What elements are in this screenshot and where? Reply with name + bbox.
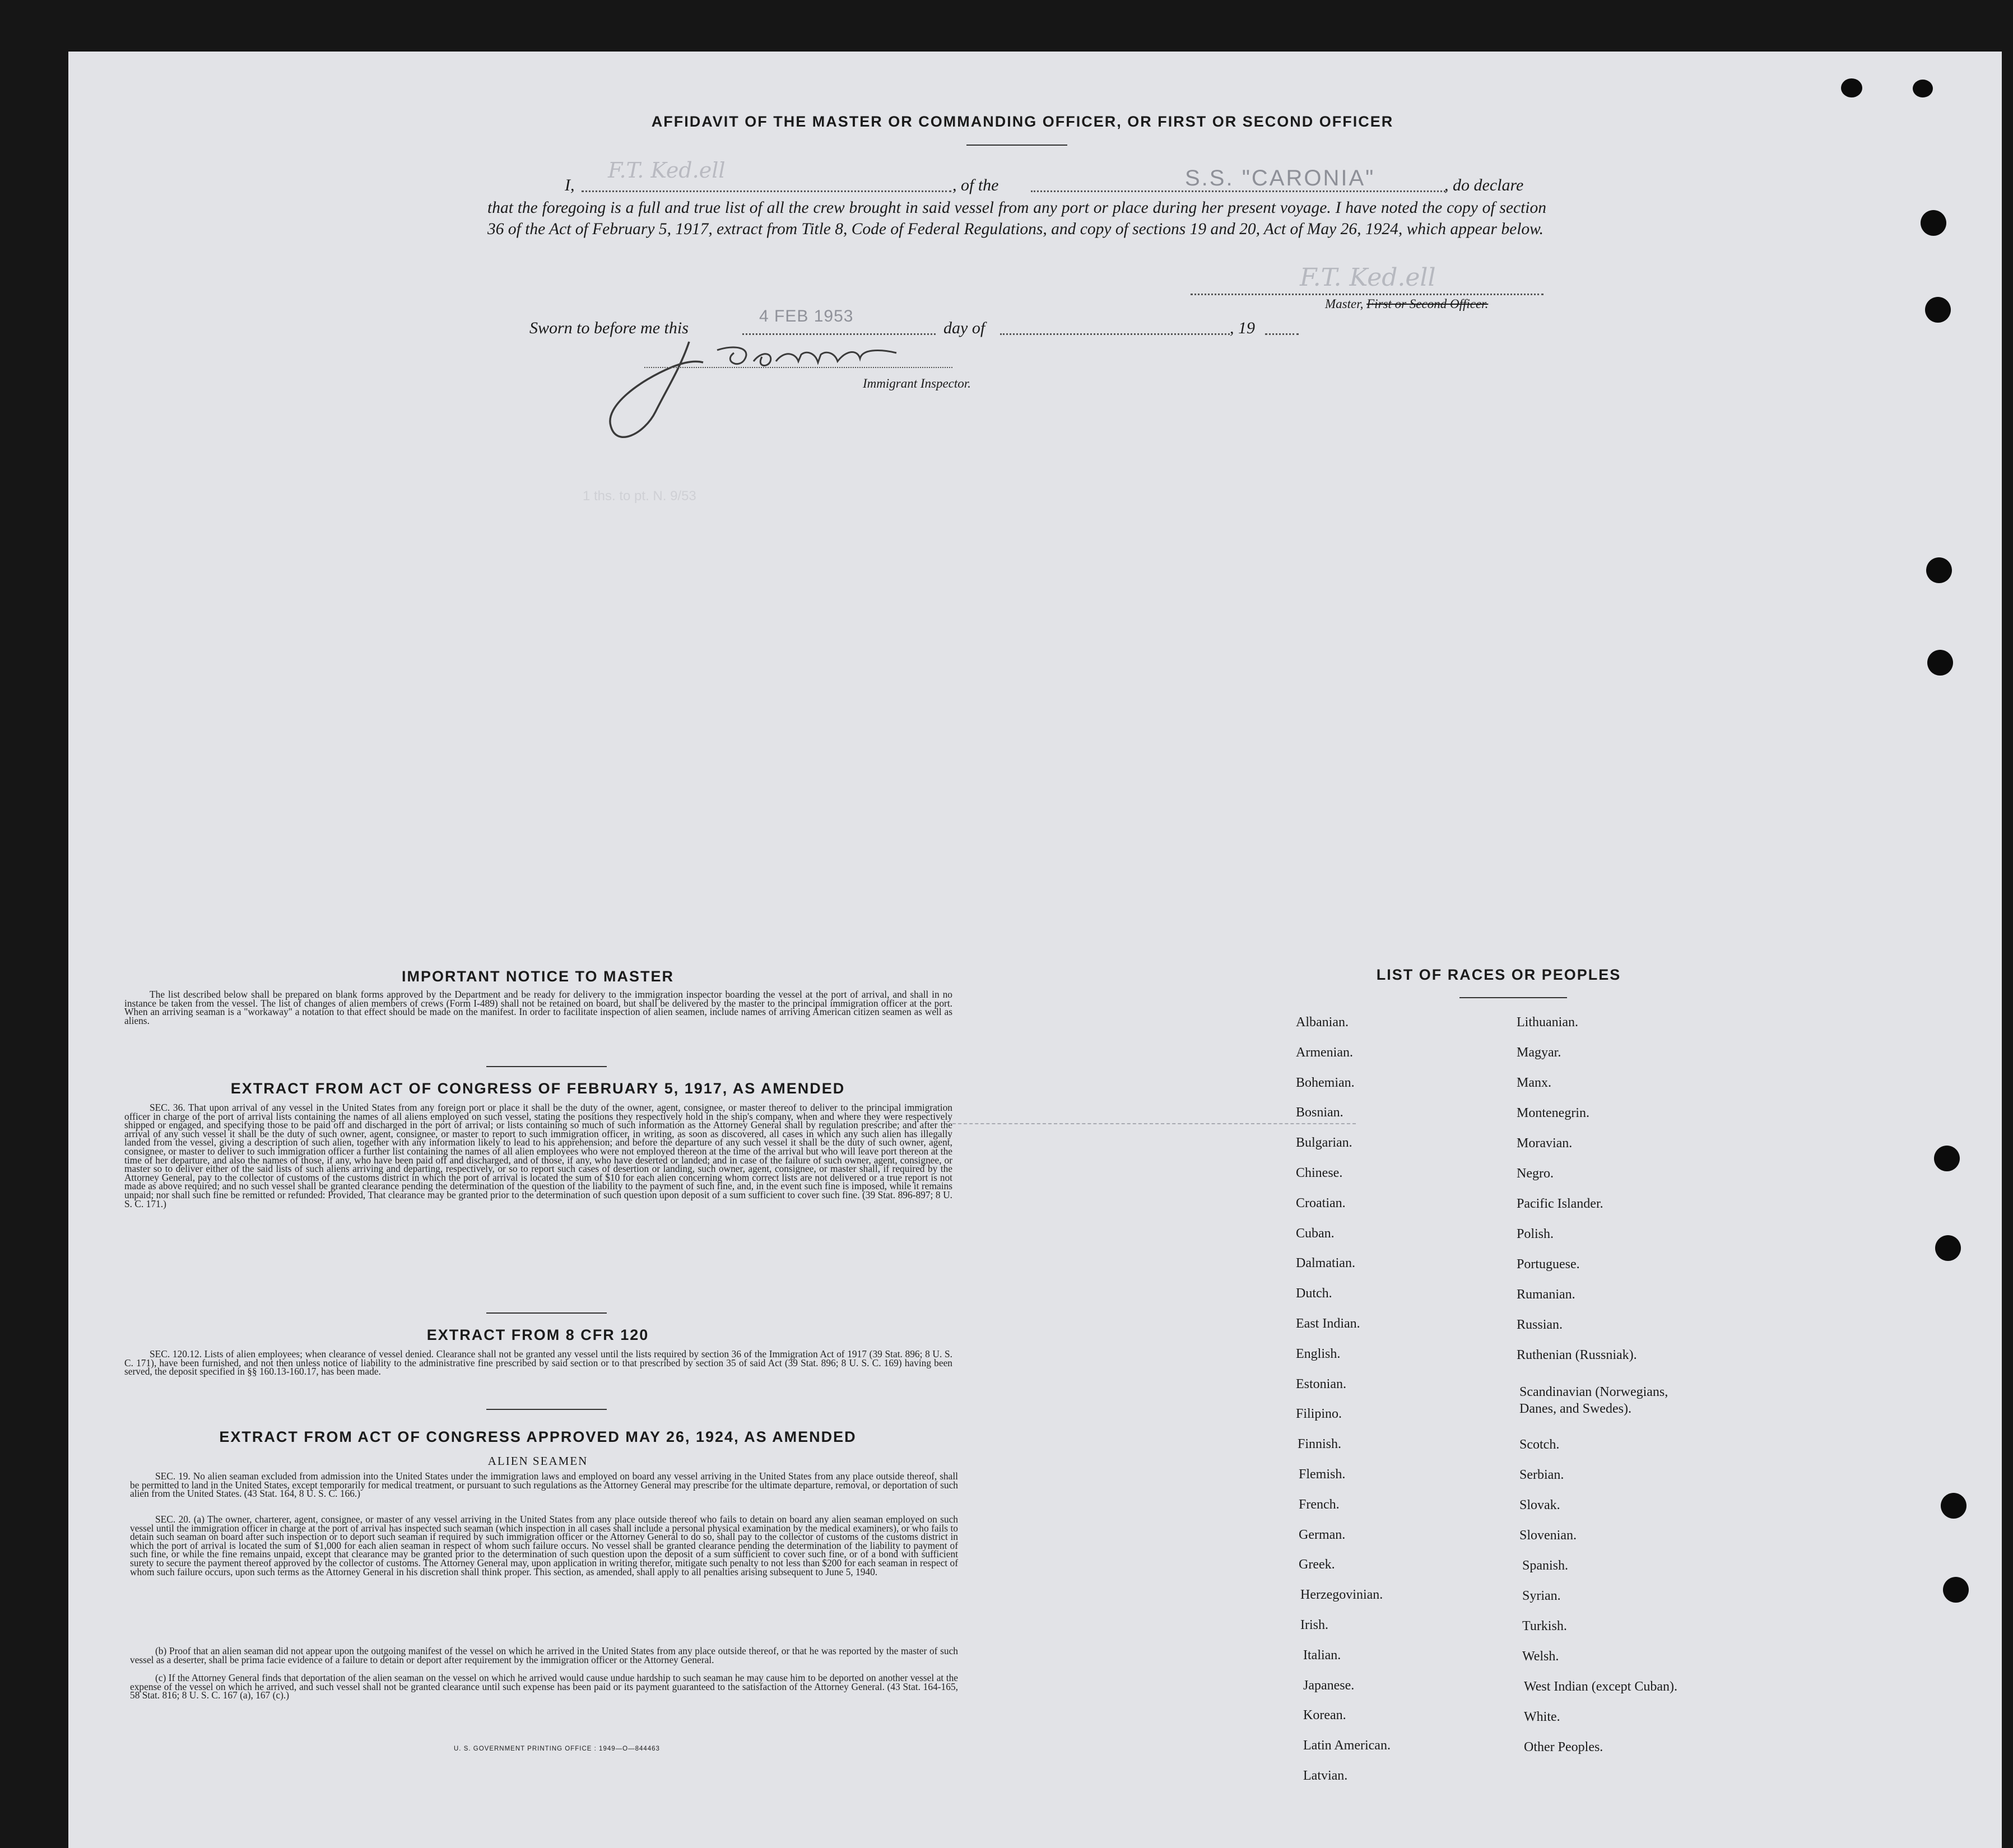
race-item: Bohemian. — [1296, 1075, 1355, 1090]
year-label: , 19 — [1230, 319, 1255, 337]
extract-1917-divider — [486, 1312, 607, 1314]
extract-1924-sec20c: (c) If the Attorney General finds that deportation of the alien seaman on the vessel on which he arrived would cause undue hardship to such seaman he may cause him to be deported on another vessel at the expense of the vessel on which he arrived, and such vessel shall not be granted clearance until such expense has been paid or its payment guaranteed to the satisfaction of the Attorney General. (43 Stat. 164-165, 58 Stat. 816; 8 U. S. C. 167 (a), 167 (c).) — [130, 1672, 958, 1701]
race-item: Herzegovinian. — [1300, 1588, 1383, 1603]
race-item: Serbian. — [1519, 1468, 1564, 1482]
race-item: Scotch. — [1519, 1437, 1560, 1452]
race-item: Syrian. — [1522, 1589, 1561, 1603]
inspector-signature-line — [644, 367, 952, 368]
race-item: Latvian. — [1303, 1768, 1348, 1783]
punch-hole — [1935, 1235, 1961, 1261]
race-item: Latin American. — [1303, 1738, 1391, 1753]
race-item: Pacific Islander. — [1517, 1197, 1603, 1211]
signer-name-handwritten: F.T. Ked.ell — [608, 158, 726, 183]
date-stamp: 4 FEB 1953 — [759, 307, 854, 325]
race-item: Negro. — [1517, 1166, 1554, 1181]
declaration-body: that the foregoing is a full and true list of all the crew brought in said vessel from any port or place during her present voyage. I have noted the copy of section 36 of the Act of February 5, 1917, extract from Title 8, Code of Federal Regulations, and copy of sections 19 and 20, Act of May 26, 1924, which appear below. — [487, 199, 1546, 238]
race-item: Filipino. — [1296, 1407, 1342, 1422]
title-divider — [966, 145, 1067, 146]
form-title: AFFIDAVIT OF THE MASTER OR COMMANDING OFFICER, OR FIRST OR SECOND OFFICER — [651, 113, 1394, 130]
race-item: Manx. — [1517, 1076, 1551, 1090]
vessel-name-stamp: S.S. "CARONIA" — [1185, 166, 1375, 190]
race-item: Spanish. — [1522, 1558, 1569, 1573]
punch-hole — [1841, 78, 1862, 97]
notice-title: IMPORTANT NOTICE TO MASTER — [402, 968, 674, 985]
notice-text: The list described below shall be prepared on blank forms approved by the Department and be ready for delivery to the immigration inspector boarding the vessel at the port of arrival, and shall in no instance be taken from the vessel. The list of changes of alien members of crews (Form I-489) shall not be retained on board, but shall be delivered by the master to the principal immigration officer at the port. When an arriving seaman is a "workaway" a notation to that effect should be made on the manifest. In order to facilitate inspection of alien seamen, include names of arriving American citizen seamen as well as aliens. — [124, 989, 952, 1026]
race-item: Scandinavian (Norwegians, Danes, and Swedes). — [1519, 1385, 1668, 1416]
inspector-label: Immigrant Inspector. — [863, 376, 971, 390]
race-item: Dutch. — [1296, 1286, 1332, 1301]
master-title-plain: Master, — [1325, 297, 1364, 311]
extract-8cfr-text: SEC. 120.12. Lists of alien employees; when clearance of vessel denied. Clearance shall not be granted any vessel until the lists required by section 36 of the Immigration Act of 1917 (39 Stat. 896; 8 U. S. C. 171), have been furnished, and not then unless notice of liability to the administrative fine prescribed by said section or to that prescribed by section 35 of said Act (39 Stat. 896; 8 U. S. C. 169) having been served, the deposit specified in §§ 160.13-160.17, has been made. — [124, 1348, 952, 1377]
punch-hole — [1934, 1146, 1960, 1171]
punch-hole — [1925, 297, 1951, 323]
race-item: Finnish. — [1298, 1437, 1342, 1452]
do-declare-label: , do declare — [1444, 176, 1524, 194]
race-item: Lithuanian. — [1517, 1015, 1578, 1030]
signer-name-line — [582, 190, 951, 192]
race-item: Russian. — [1517, 1318, 1563, 1332]
race-item: Other Peoples. — [1524, 1740, 1603, 1754]
race-item: French. — [1299, 1497, 1340, 1512]
race-item: Japanese. — [1303, 1678, 1355, 1693]
race-item: Estonian. — [1296, 1376, 1346, 1391]
master-title — [1325, 297, 1488, 311]
month-line — [1000, 333, 1230, 335]
race-item: Moravian. — [1517, 1136, 1573, 1151]
extract-1924-title: EXTRACT FROM ACT OF CONGRESS APPROVED MAY 26, 1924, AS AMENDED — [219, 1428, 857, 1445]
notice-divider — [486, 1066, 607, 1067]
race-item: Slovak. — [1519, 1498, 1560, 1512]
race-item: Montenegrin. — [1517, 1106, 1589, 1120]
race-item: Bosnian. — [1296, 1105, 1343, 1120]
race-item: Ruthenian (Russniak). — [1517, 1348, 1637, 1362]
race-item: Turkish. — [1522, 1619, 1567, 1633]
master-signature-line — [1191, 294, 1544, 295]
year-line — [1265, 333, 1299, 335]
extract-1917-text: SEC. 36. That upon arrival of any vessel in the United States from any foreign port or place it shall be the duty of the owner, agent, consignee, or master thereof to deliver to the principal immigration officer in charge of the port of arrival lists containing the names of all aliens employed on such vessel, stating the positions they respectively hold in the ship's company, when and where they were respectively shipped or engaged, and specifying those to be paid off and discharged in the port of arrival; or lists containing so much of such information as the Attorney General shall by regulation prescribe; and after the arrival of any such vessel it shall be the duty of such owner, agent, consignee, or master to report to such immigration officer, in writing, as soon as discovered, all cases in which any such alien has illegally landed from the vessel, giving a description of such alien, together with any information likely to lead to his apprehension; and before the departure of any such vessel it shall be the duty of such owner, agent, consignee, or master to deliver to such immigration officer a further list containing the names of all alien employees who were not employed thereon at the time of the arrival but who will leave port thereon at the time of her departure, and also the names of those, if any, who have been paid off and discharged, and of those, if any, who have deserted or landed; and in case of the failure of such owner, agent, consignee, or master so to deliver either of the said lists of such aliens arriving and departing, respectively, or so to report such cases of desertion or landing, such owner, agent, consignee, or master shall, if required by the Attorney General, pay to the collector of customs of the customs district in which the port of arrival is located the sum of $10 for each alien concerning whom correct lists are not delivered or a true report is not made as above required; and no such vessel shall be granted clearance pending the determination of the question of the liability to the payment of such fine, and, in the event such fine is imposed, while it remains unpaid; nor shall such fine be remitted or refunded: Provided, That clearance may be granted prior to the determination of such question upon deposit of a sum sufficient to cover such fine. (39 Stat. 896-897; 8 U. S. C. 171.) — [124, 1102, 952, 1209]
extract-8cfr-divider — [486, 1409, 607, 1410]
day-of-label: day of — [943, 319, 985, 337]
printer-imprint: U. S. GOVERNMENT PRINTING OFFICE : 1949—O—844463 — [454, 1745, 660, 1752]
punch-hole — [1927, 650, 1953, 676]
punch-hole — [1941, 1493, 1966, 1519]
race-item: Rumanian. — [1517, 1287, 1575, 1302]
master-signature-handwritten: F.T. Ked.ell — [1300, 263, 1436, 292]
race-item: Albanian. — [1296, 1015, 1349, 1030]
race-item: Armenian. — [1296, 1045, 1353, 1060]
races-divider — [1459, 997, 1567, 998]
punch-hole — [1926, 557, 1952, 583]
race-item: Magyar. — [1517, 1045, 1561, 1060]
race-item: Greek. — [1299, 1557, 1335, 1572]
extract-1924-sec20a: SEC. 20. (a) The owner, charterer, agent, consignee, or master of any vessel arriving in the United States from any place outside thereof who fails to detain on board any alien seaman employed on such vessel until the immigration officer in charge at the port of arrival has inspected such seaman (which inspection in all cases shall include a personal physical examination by the medical examiners), or who fails to detain such seaman on board after such inspection or to deport such seaman if required by such immigration officer or the Attorney General to do so, shall pay to the collector of customs of the customs district in which the port of arrival is located the sum of $1,000 for each alien seaman in respect of whom such failure occurs. No vessel shall be granted clearance pending the determination of the liability to payment of such fine, or while the fine remains unpaid, except that clearance may be granted prior to the determination of such question upon the deposit of a sum sufficient to cover such fine, or of a bond with sufficient surety to secure the payment thereof approved by the collector of customs. The Attorney General may, upon application in writing therefor, mitigate such penalty to not less than $200 for each seaman in respect of whom such failure occurs, upon such terms as the Attorney General in his discretion shall think proper. This section, as amended, shall apply to all penalties arising subsequent to June 5, 1940. — [130, 1514, 958, 1577]
race-item: White. — [1524, 1710, 1560, 1724]
race-item: German. — [1299, 1527, 1346, 1542]
race-item: Croatian. — [1296, 1195, 1346, 1211]
race-item: English. — [1296, 1346, 1341, 1361]
form-page — [68, 52, 2002, 1848]
race-item: Italian. — [1303, 1647, 1341, 1663]
race-item: Irish. — [1300, 1618, 1328, 1632]
race-item: Bulgarian. — [1296, 1135, 1352, 1151]
extract-1924-sec20b: (b) Proof that an alien seaman did not appear upon the outgoing manifest of the vessel on which he arrived in the United States from any place outside thereof, or that he was reported by the master of such vessel as a deserter, shall be prima facie evidence of a failure to detain or deport after requirement by the immigration officer or the Attorney General. — [130, 1645, 958, 1665]
race-item: Chinese. — [1296, 1166, 1343, 1180]
punch-hole — [1943, 1577, 1969, 1603]
fold-line — [952, 1123, 1356, 1124]
race-item: Polish. — [1517, 1227, 1554, 1241]
extract-1924-sec19: SEC. 19. No alien seaman excluded from admission into the United States under the immigration laws and employed on board any vessel arriving in the United States from any place outside thereof, shall be permitted to land in the United States, except temporarily for medical treatment, or pursuant to such regulations as the Attorney General may prescribe for the ultimate departure, removal, or deportation of such alien from the United States. (43 Stat. 164, 8 U. S. C. 166.) — [130, 1470, 958, 1500]
punch-hole — [1913, 80, 1933, 97]
extract-1917-title: EXTRACT FROM ACT OF CONGRESS OF FEBRUARY 5, 1917, AS AMENDED — [230, 1080, 845, 1097]
faint-annotation: 1 ths. to pt. N. 9/53 — [583, 488, 696, 504]
race-item: Korean. — [1303, 1708, 1346, 1723]
race-item: Flemish. — [1299, 1467, 1346, 1482]
race-item: Portuguese. — [1517, 1257, 1580, 1272]
master-title-struck: First or Second Officer. — [1366, 297, 1489, 311]
punch-hole — [1921, 210, 1946, 236]
race-item: Welsh. — [1522, 1649, 1559, 1664]
race-item: Dalmatian. — [1296, 1256, 1355, 1271]
races-title: LIST OF RACES OR PEOPLES — [1376, 966, 1621, 983]
race-item: East Indian. — [1296, 1316, 1360, 1331]
inspector-signature-handwritten — [714, 336, 768, 351]
sworn-label: Sworn to before me this — [529, 319, 689, 337]
alien-seamen-subtitle: ALIEN SEAMEN — [487, 1454, 588, 1468]
of-the-label: , of the — [952, 176, 999, 194]
i-label: I, — [565, 176, 575, 194]
race-item: Cuban. — [1296, 1226, 1335, 1241]
race-item: Slovenian. — [1519, 1528, 1577, 1543]
extract-8cfr-title: EXTRACT FROM 8 CFR 120 — [426, 1326, 649, 1343]
race-item: West Indian (except Cuban). — [1524, 1679, 1677, 1694]
